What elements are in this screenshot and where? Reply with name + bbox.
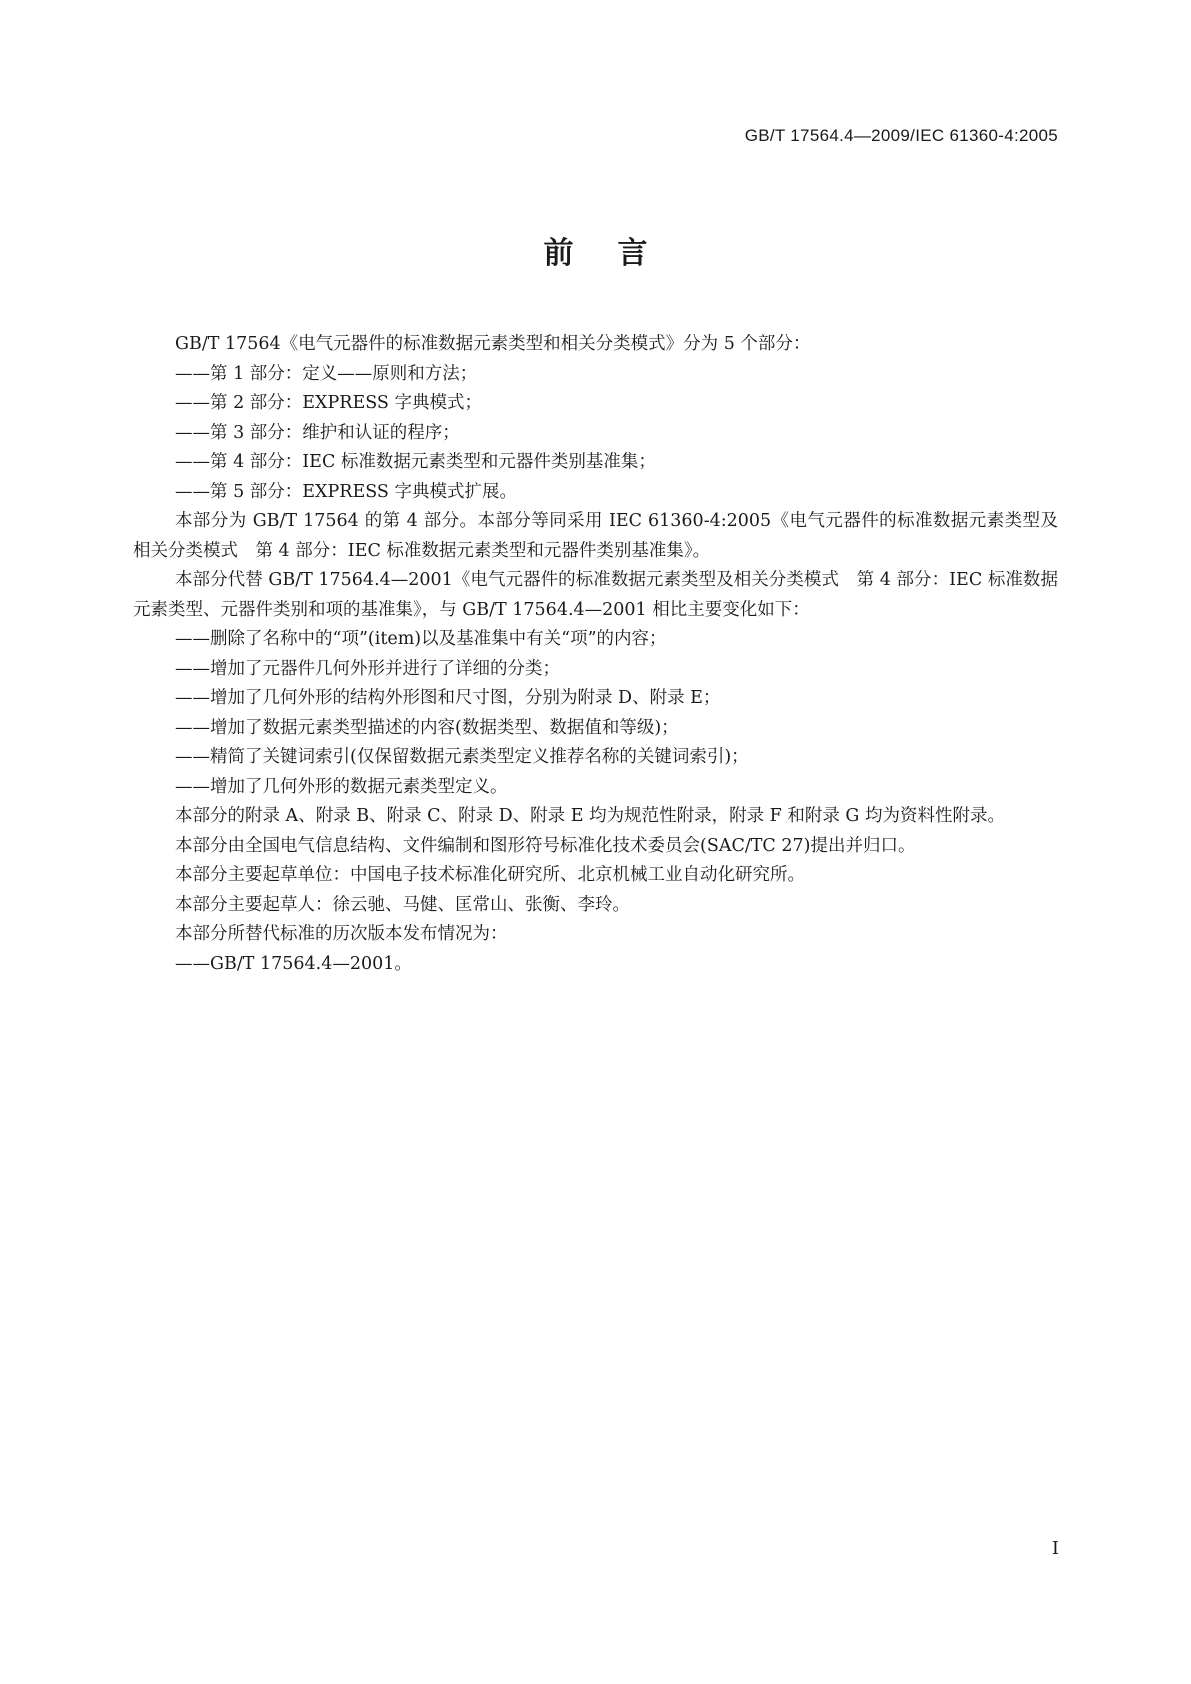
part-item-2: ——第 2 部分：EXPRESS 字典模式；: [175, 393, 482, 413]
part-item-1: ——第 1 部分：定义——原则和方法；: [175, 363, 478, 384]
change-item-4: ——增加了数据元素类型描述的内容(数据类型、数据值和等级)；: [175, 717, 679, 738]
intro-paragraph: GB/T 17564《电气元器件的标准数据元素类型和相关分类模式》分为 5 个部分：: [175, 334, 811, 354]
change-item-2: ——增加了元器件几何外形并进行了详细的分类；: [175, 658, 560, 679]
change-item-3: ——增加了几何外形的结构外形图和尺寸图，分别为附录 D、附录 E；: [175, 688, 721, 708]
part-item-3: ——第 3 部分：维护和认证的程序；: [175, 422, 460, 443]
change-item-5: ——精简了关键词索引(仅保留数据元素类型定义推荐名称的关键词索引)；: [175, 747, 749, 767]
equivalence-paragraph: 本部分为 GB/T 17564 的第 4 部分。本部分等同采用 IEC 61360-4:2005《电气元器件的标准数据元素类型及相关分类模式 第 4 部分：IEC 标准数据元素类型和元器件类别基准集》。: [133, 511, 1058, 561]
change-item-1: ——删除了名称中的“项”(item)以及基准集中有关“项”的内容；: [175, 629, 667, 649]
history-paragraph: 本部分所替代标准的历次版本发布情况为：: [175, 924, 508, 944]
replacement-paragraph: 本部分代替 GB/T 17564.4—2001《电气元器件的标准数据元素类型及相关分类模式 第 4 部分：IEC 标准数据元素类型、元器件类别和项的基准集》，与 GB/T 17564.4—2001 相比主要变化如下：: [133, 570, 1058, 620]
standard-code-header: GB/T 17564.4—2009/IEC 61360-4:2005: [744, 126, 1058, 145]
page-title: 前言: [543, 236, 692, 271]
page-number: I: [1051, 1538, 1059, 1559]
part-item-5: ——第 5 部分：EXPRESS 字典模式扩展。: [175, 481, 517, 502]
proposer-paragraph: 本部分由全国电气信息结构、文件编制和图形符号标准化技术委员会(SAC/TC 27)提出并归口。: [175, 835, 916, 856]
document-body: [133, 330, 1058, 979]
drafters-paragraph: 本部分主要起草人：徐云驰、马健、匡常山、张衡、李玲。: [175, 894, 630, 915]
annex-paragraph: 本部分的附录 A、附录 B、附录 C、附录 D、附录 E 均为规范性附录，附录 F 和附录 G 均为资料性附录。: [175, 806, 1005, 826]
part-item-4: ——第 4 部分：IEC 标准数据元素类型和元器件类别基准集；: [175, 452, 656, 472]
history-item-1: ——GB/T 17564.4—2001。: [175, 953, 412, 974]
drafting-units-paragraph: 本部分主要起草单位：中国电子技术标准化研究所、北京机械工业自动化研究所。: [175, 865, 805, 885]
change-item-6: ——增加了几何外形的数据元素类型定义。: [175, 776, 508, 797]
